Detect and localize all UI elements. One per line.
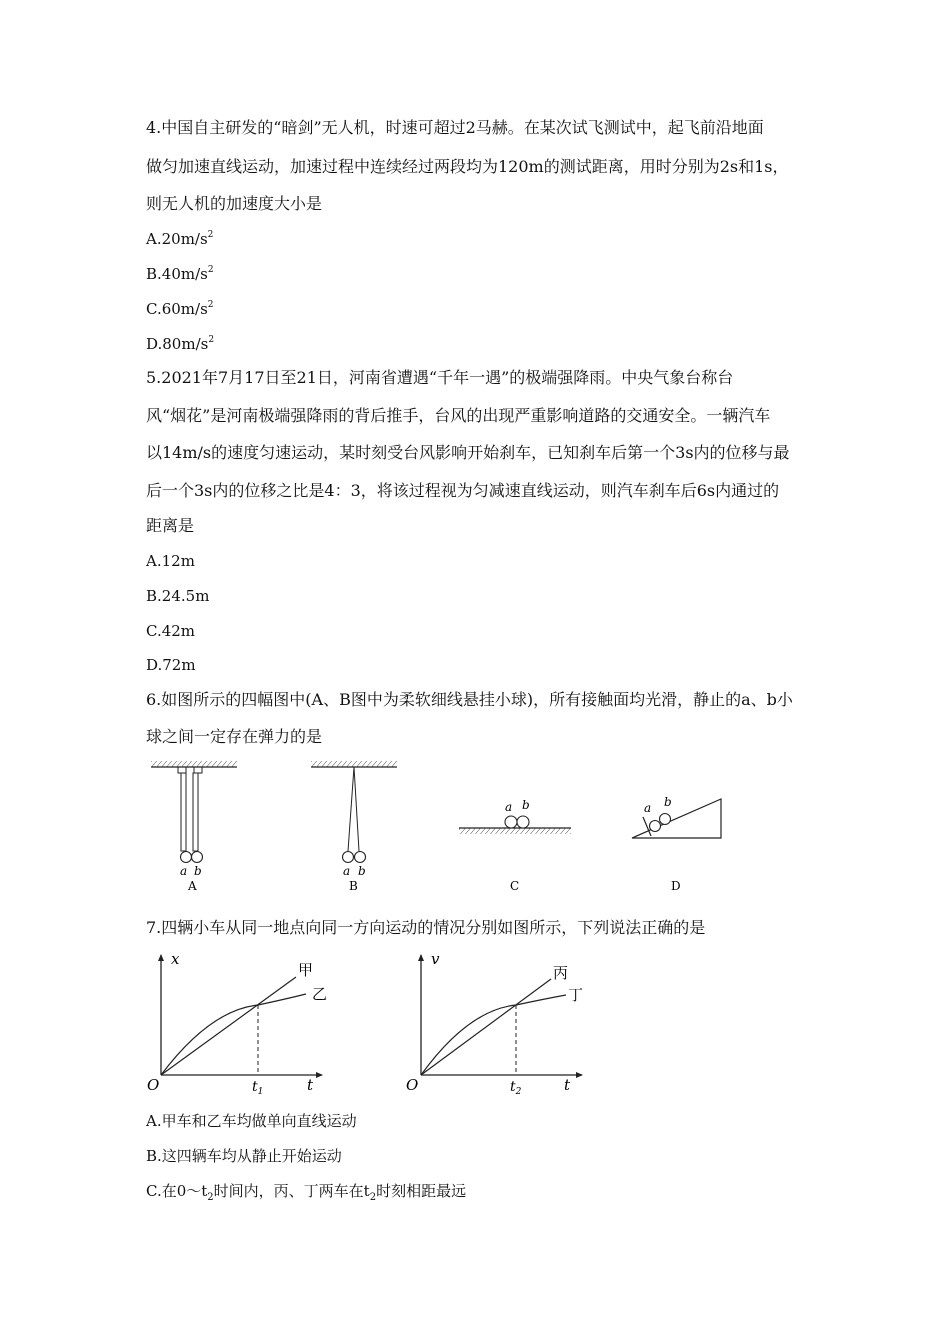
vt-graph [406, 950, 583, 1097]
q5-line-4: 后一个3s内的位移之比是4：3，将该过程视为匀减速直线运动，则汽车刹车后6s内通过的 [146, 481, 780, 500]
ball-a [650, 821, 661, 832]
q6-line-2: 球之间一定存在弹力的是 [146, 727, 323, 746]
label-b: b [194, 864, 202, 878]
ceiling-hatch [311, 761, 397, 767]
line-bing [421, 979, 551, 1075]
hanger-right [194, 767, 202, 773]
q4-option-c: $C.60m/s^2$ [146, 300, 214, 318]
caption-c: C [510, 879, 520, 893]
q6-figure-a [151, 761, 237, 893]
label-ding: 丁 [568, 986, 584, 1004]
ball-b [517, 816, 529, 828]
string-right [354, 767, 359, 851]
label-b: b [358, 864, 366, 878]
q5-line-2: 风“烟花”是河南极端强降雨的背后推手，台风的出现严重影响道路的交通安全。一辆汽车 [146, 406, 771, 425]
ball-b [355, 852, 366, 863]
q4-option-d: $D.80m/s^2$ [146, 335, 215, 353]
xt-graph [147, 950, 327, 1097]
q4-option-b: $B.40m/s^2$ [146, 265, 214, 283]
string-left [348, 767, 354, 851]
label-a: a [644, 801, 652, 815]
q5-option-a: A.12m [146, 552, 195, 570]
q6-figure-d [632, 795, 721, 893]
q5-line-1: 5.2021年7月17日至21日，河南省遭遇“千年一遇”的极端强降雨。中央气象台称台 [146, 368, 734, 387]
q4-line-2: 做匀加速直线运动，加速过程中连续经过两段均为120m的测试距离，用时分别为2s和1s， [146, 157, 789, 176]
ball-b [192, 852, 203, 863]
q7-option-c: C.在$0\sim t_2$时间内，丙、丁两车在$t_2$时刻相距最远 [146, 1182, 467, 1203]
label-bing: 丙 [553, 964, 569, 982]
q4-option-a: $A.20m/s^2$ [146, 230, 214, 248]
ball-a [343, 852, 354, 863]
ball-a [505, 816, 517, 828]
origin-o: O [406, 1076, 419, 1094]
label-b: b [522, 798, 530, 812]
origin-o: O [147, 1076, 160, 1094]
xlabel-t: t [307, 1076, 314, 1094]
label-a: a [505, 800, 513, 814]
ylabel-v: v [431, 950, 440, 968]
q6-line-1: 6.如图所示的四幅图中(A、B图中为柔软细线悬挂小球)，所有接触面均光滑，静止的a、b小 [146, 690, 793, 709]
ceiling-hatch [151, 761, 237, 767]
ground-hatch [459, 828, 571, 834]
caption-d: D [671, 879, 681, 893]
q5-line-5: 距离是 [146, 516, 195, 535]
q7-line: 7.四辆小车从同一地点向同一方向运动的情况分别如图所示，下列说法正确的是 [146, 918, 706, 937]
q5-line-3: 以14m/s的速度匀速运动，某时刻受台风影响开始刹车，已知刹车后第一个3s内的位移与最 [146, 443, 790, 462]
q7-graphs [0, 945, 950, 1100]
line-jia [161, 977, 296, 1075]
label-b: b [664, 795, 672, 809]
caption-a: A [188, 879, 197, 893]
xlabel-t: t [564, 1076, 571, 1094]
q5-option-c: C.42m [146, 622, 196, 640]
q7-option-b: B.这四辆车均从静止开始运动 [146, 1147, 342, 1165]
rod-left [181, 773, 186, 851]
q6-figures [0, 750, 950, 900]
q5-option-b: B.24.5m [146, 587, 210, 605]
q6-figure-c [459, 798, 571, 893]
ball-a [181, 852, 192, 863]
ylabel-x: x [171, 950, 180, 968]
q6-figure-b [311, 761, 397, 893]
label-a: a [343, 864, 351, 878]
label-yi: 乙 [312, 985, 328, 1003]
caption-b: B [349, 879, 358, 893]
curve-yi [161, 994, 306, 1075]
q4-line-1: 4.中国自主研发的“暗剑”无人机，时速可超过2马赫。在某次试飞测试中，起飞前沿地面 [146, 118, 764, 137]
tick-t2: $t_2$ [510, 1079, 522, 1097]
hanger-left [178, 767, 186, 773]
rod-right [193, 773, 198, 851]
q5-option-d: D.72m [146, 656, 196, 674]
tick-t1: $t_1$ [252, 1079, 264, 1097]
q7-option-a: A.甲车和乙车均做单向直线运动 [146, 1112, 357, 1130]
curve-ding [421, 995, 566, 1075]
label-a: a [180, 864, 188, 878]
q4-line-3: 则无人机的加速度大小是 [146, 194, 323, 213]
ball-b [660, 814, 671, 825]
label-jia: 甲 [298, 961, 314, 979]
